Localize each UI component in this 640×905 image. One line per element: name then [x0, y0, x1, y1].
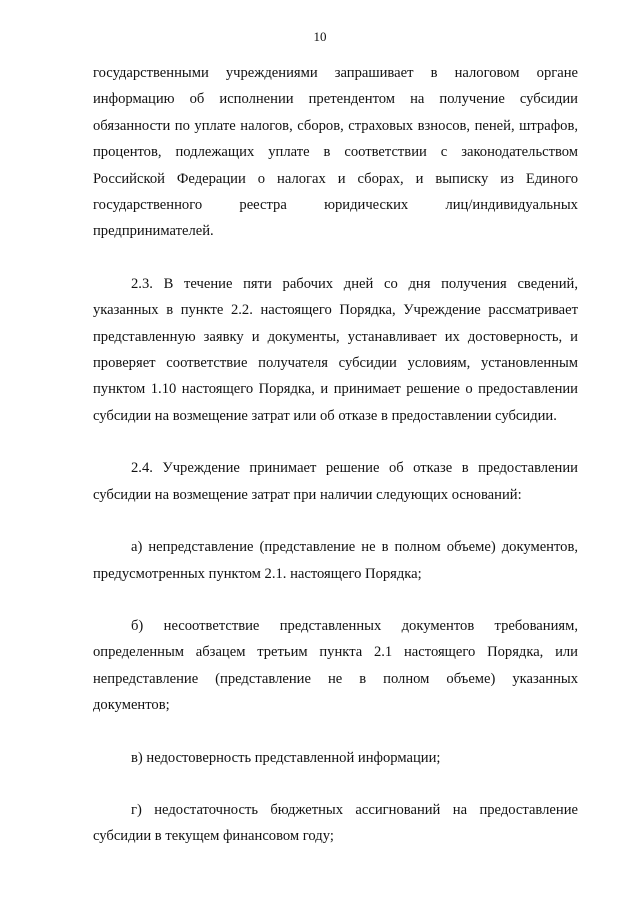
text-line: Российской Федерации о налогах и сборах, и выписку из Единого	[93, 170, 578, 187]
word: юридических	[324, 197, 409, 214]
word: лиц/индивидуальных	[445, 197, 578, 214]
text-line: предпринимателей.	[93, 223, 214, 240]
text-line: информацию об исполнении претендентом на получение субсидии	[93, 91, 578, 108]
paragraph-2-4: 2.4. Учреждение принимает решение об отказе в предоставлении субсидии на возмещение затрат при наличии следующих оснований:	[93, 460, 578, 503]
text-line: государственными учреждениями запрашивает в налоговом органе	[93, 65, 578, 81]
list-item-a: а) непредставление (представление не в полном объеме) документов, предусмотренных пунктом 2.1. настоящего Порядка;	[93, 539, 578, 582]
text-line	[93, 192, 578, 218]
text-line: процентов, подлежащих уплате в соответствии с законодательством	[93, 144, 578, 161]
page-number: 10	[313, 29, 327, 44]
list-item-v: в) недостоверность представленной информации;	[131, 749, 441, 766]
paragraph-2-3: 2.3. В течение пяти рабочих дней со дня получения сведений, указанных в пункте 2.2. настоящего Порядка, Учреждение рассматривает представленную заявку и документы, устанавливает их достоверность, и проверяет соответствие получателя субсидии условиям, установленным пунктом 1.10 настоящего Порядка, и принимает решение о предоставлении субсидии на возмещение затрат или об отказе в предоставлении субсидии.	[93, 275, 578, 424]
text-line: обязанности по уплате налогов, сборов, страховых взносов, пеней, штрафов,	[93, 117, 578, 134]
list-item-g: г) недостаточность бюджетных ассигнований на предоставление субсидии в текущем финансовом году;	[93, 801, 578, 845]
paragraph-continuation	[93, 60, 578, 245]
word: реестра	[239, 197, 287, 214]
list-item-b: б) несоответствие представленных документов требованиям, определенным абзацем третьим пункта 2.1 настоящего Порядка, или непредставление (представление не в полном объеме) указанных документов;	[93, 617, 578, 714]
word: государственного	[93, 197, 203, 214]
document-body	[93, 60, 578, 850]
